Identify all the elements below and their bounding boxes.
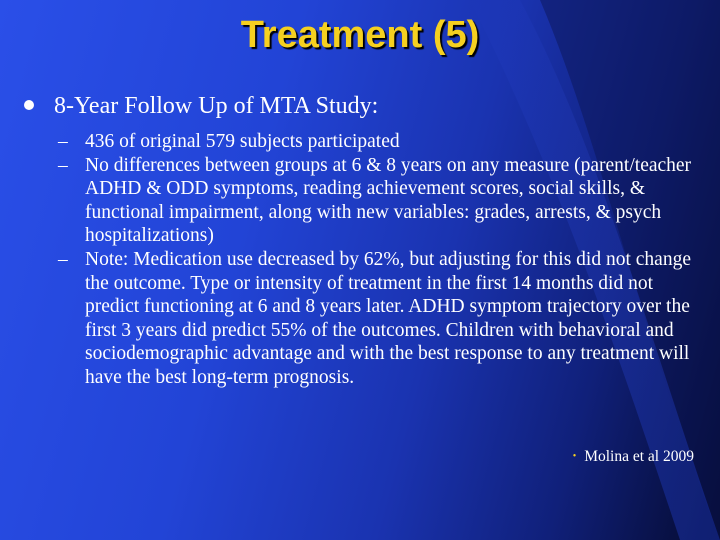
- sub-bullet-item: [58, 248, 694, 390]
- sub-bullet-list: [58, 130, 694, 390]
- citation: [573, 448, 694, 466]
- sub-bullet-text: No differences between groups at 6 & 8 years on any measure (parent/teacher ADHD & ODD symptoms, reading achievement scores, social skills, & functional impairment, along with new variables: grades, arrests, & psych hospitalizations): [85, 154, 692, 247]
- citation-text: Molina et al 2009: [584, 448, 694, 465]
- bullet-dot-icon: [24, 100, 34, 110]
- dash-marker: –: [58, 154, 68, 176]
- sub-bullet-item: [58, 154, 694, 248]
- sub-bullet-item: [58, 130, 694, 154]
- sub-bullet-text: Note: Medication use decreased by 62%, but adjusting for this did not change the outcome. Type or intensity of treatment in the first 14 months did not predict functioning at 6 and 8 years later. ADHD symptom trajectory over the first 3 years did predict 55% of the outcomes. Children with behavioral and sociodemographic advantage and with the best response to any treatment will have the best long-term prognosis.: [85, 248, 691, 388]
- main-bullet-text: 8-Year Follow Up of MTA Study:: [54, 93, 379, 119]
- slide-title: Treatment (5): [240, 14, 480, 56]
- sub-bullet-text: 436 of original 579 subjects participated: [85, 131, 400, 152]
- dash-marker: –: [58, 248, 68, 270]
- citation-bullet-icon: •: [572, 451, 577, 462]
- dash-marker: –: [58, 131, 68, 152]
